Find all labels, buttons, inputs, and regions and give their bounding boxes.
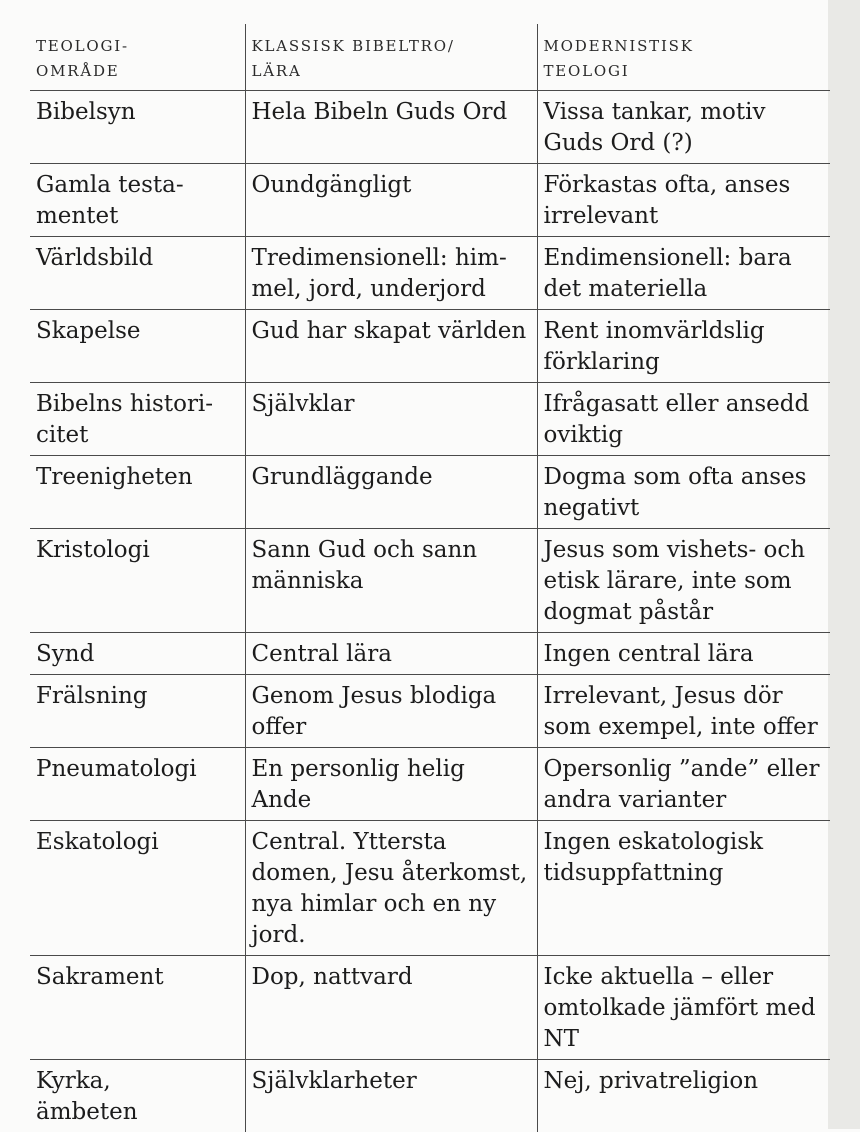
cell-modernist: Dogma som ofta anses negativt	[537, 456, 830, 529]
table-row	[30, 237, 830, 310]
table-row	[30, 748, 830, 821]
cell-area: Bibelsyn	[30, 91, 245, 164]
cell-modernist: Vissa tankar, motiv Guds Ord (?)	[537, 91, 830, 164]
cell-area: Treenigheten	[30, 456, 245, 529]
header-cell-theology-area: TEOLOGI- OMRÅDE	[30, 24, 245, 91]
cell-classic: Tredimensionell: him- mel, jord, underjord	[245, 237, 537, 310]
table-row	[30, 383, 830, 456]
cell-modernist: Endimensionell: bara det materiella	[537, 237, 830, 310]
cell-classic: Oundgängligt	[245, 164, 537, 237]
cell-classic: Central. Yttersta domen, Jesu återkomst, nya himlar och en ny jord.	[245, 821, 537, 956]
table-row	[30, 956, 830, 1060]
comparison-table	[30, 24, 830, 1132]
cell-classic: Gud har skapat världen	[245, 310, 537, 383]
cell-modernist: Ingen eskatologisk tidsuppfattning	[537, 821, 830, 956]
cell-classic: En personlig helig Ande	[245, 748, 537, 821]
cell-modernist: Förkastas ofta, anses irrelevant	[537, 164, 830, 237]
cell-modernist: Ingen central lära	[537, 633, 830, 675]
table-row	[30, 456, 830, 529]
cell-area: Bibelns histori- citet	[30, 383, 245, 456]
cell-modernist: Opersonlig ”ande” eller andra varianter	[537, 748, 830, 821]
cell-area: Pneumatologi	[30, 748, 245, 821]
cell-modernist: Rent inomvärldslig förklaring	[537, 310, 830, 383]
header-cell-classic-doctrine: KLASSISK BIBELTRO/ LÄRA	[245, 24, 537, 91]
table-row	[30, 91, 830, 164]
cell-modernist: Ifrågasatt eller ansedd oviktig	[537, 383, 830, 456]
cell-classic: Dop, nattvard	[245, 956, 537, 1060]
cell-classic: Självklarheter	[245, 1060, 537, 1132]
cell-area: Kyrka, ämbeten	[30, 1060, 245, 1132]
cell-classic: Sann Gud och sann människa	[245, 529, 537, 633]
cell-area: Eskatologi	[30, 821, 245, 956]
cell-area: Kristologi	[30, 529, 245, 633]
cell-area: Gamla testa- mentet	[30, 164, 245, 237]
cell-area: Världsbild	[30, 237, 245, 310]
cell-modernist: Irrelevant, Jesus dör som exempel, inte offer	[537, 675, 830, 748]
cell-area: Skapelse	[30, 310, 245, 383]
table-header-row	[30, 24, 830, 91]
cell-classic: Hela Bibeln Guds Ord	[245, 91, 537, 164]
cell-modernist: Nej, privatreligion	[537, 1060, 830, 1132]
cell-area: Synd	[30, 633, 245, 675]
table-row	[30, 675, 830, 748]
cell-modernist: Icke aktuella – eller omtolkade jämfört med NT	[537, 956, 830, 1060]
page-edge-margin	[828, 0, 860, 1129]
header-cell-modernist-theology: MODERNISTISK TEOLOGI	[537, 24, 830, 91]
cell-area: Sakrament	[30, 956, 245, 1060]
table-row	[30, 1060, 830, 1132]
table-row	[30, 164, 830, 237]
cell-classic: Central lära	[245, 633, 537, 675]
cell-classic: Grundläggande	[245, 456, 537, 529]
table-row	[30, 633, 830, 675]
cell-classic: Självklar	[245, 383, 537, 456]
table-row	[30, 529, 830, 633]
cell-modernist: Jesus som vishets- och etisk lärare, inte som dogmat påstår	[537, 529, 830, 633]
cell-area: Frälsning	[30, 675, 245, 748]
cell-classic: Genom Jesus blodiga offer	[245, 675, 537, 748]
table-row	[30, 310, 830, 383]
table-row	[30, 821, 830, 956]
